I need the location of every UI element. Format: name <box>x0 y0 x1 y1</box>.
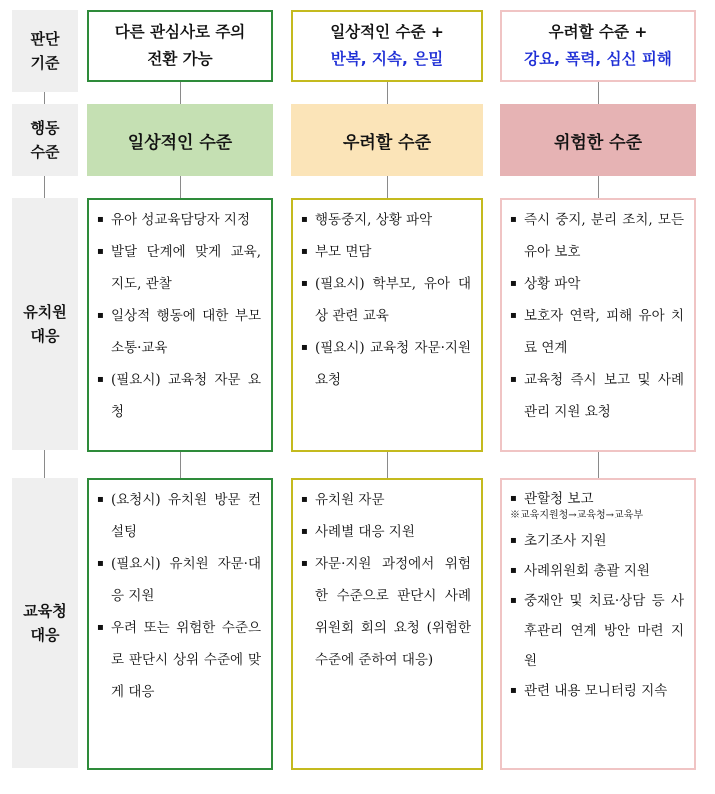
list-item: ▪ 우려 또는 위험한 수준으로 판단시 상위 수준에 맞게 대응 <box>97 612 261 708</box>
list-item: ▪ 사례위원회 총괄 지원 <box>510 556 684 586</box>
level-daily: 일상적인 수준 <box>87 104 273 176</box>
row-label-criteria-line2: 기준 <box>30 54 60 72</box>
list-item: ▪ 발달 단계에 맞게 교육, 지도, 관찰 <box>97 236 261 300</box>
criteria-green-line1: 다른 관심사로 주의 <box>114 23 246 41</box>
criteria-red <box>500 10 696 82</box>
list-item: ▪ (요청시) 유치원 방문 컨설팅 <box>97 484 261 548</box>
list-item: ▪ 초기조사 지원 <box>510 526 684 556</box>
row-label-level-line1: 행동 <box>30 119 60 137</box>
office-yellow-box <box>291 478 483 770</box>
row-label-criteria <box>12 10 78 92</box>
list-item: ▪ 유치원 자문 <box>301 484 471 516</box>
row-label-kinder-line1: 유치원 <box>23 303 67 321</box>
list-item: ▪ 관련 내용 모니터링 지속 <box>510 676 684 706</box>
row-label-office-line1: 교육청 <box>23 602 67 620</box>
office-green-box <box>87 478 273 770</box>
list-item: ▪ (필요시) 교육청 자문·지원 요청 <box>301 332 471 396</box>
criteria-yellow-line1: 일상적인 수준 + <box>330 23 444 41</box>
level-concern: 우려할 수준 <box>291 104 483 176</box>
list-item: ▪ 자문·지원 과정에서 위험한 수준으로 판단시 사례위원회 회의 요청 (위험한 수준에 준하여 대응) <box>301 548 471 676</box>
list-item: ▪ 중재안 및 치료·상담 등 사후관리 연계 방안 마련 지원 <box>510 586 684 676</box>
list-item: ▪ 즉시 중지, 분리 조치, 모든 유아 보호 <box>510 204 684 268</box>
list-item: ▪ (필요시) 교육청 자문 요청 <box>97 364 261 428</box>
list-item: ▪ 사례별 대응 지원 <box>301 516 471 548</box>
criteria-yellow-line2: 반복, 지속, 은밀 <box>330 50 444 68</box>
list-item: ▪ 부모 면담 <box>301 236 471 268</box>
row-label-kindergarten <box>12 198 78 450</box>
list-item: ▪ 교육청 즉시 보고 및 사례관리 지원 요청 <box>510 364 684 428</box>
criteria-yellow <box>291 10 483 82</box>
list-item: ▪ 관할청 보고 <box>510 484 684 514</box>
level-danger: 위험한 수준 <box>500 104 696 176</box>
list-item: ▪ 행동중지, 상황 파악 <box>301 204 471 236</box>
row-label-kinder-line2: 대응 <box>30 327 60 345</box>
row-label-level-line2: 수준 <box>30 143 60 161</box>
list-item: ▪ 유아 성교육담당자 지정 <box>97 204 261 236</box>
criteria-red-line2: 강요, 폭력, 심신 피해 <box>524 50 672 68</box>
kinder-red-box <box>500 198 696 452</box>
list-item: ▪ (필요시) 학부모, 유아 대상 관련 교육 <box>301 268 471 332</box>
list-item: ▪ 상황 파악 <box>510 268 684 300</box>
kinder-green-box <box>87 198 273 452</box>
list-item: ▪ 보호자 연락, 피해 유아 치료 연계 <box>510 300 684 364</box>
office-red-box <box>500 478 696 770</box>
row-label-criteria-line1: 판단 <box>30 30 60 48</box>
row-label-behavior-level <box>12 104 78 176</box>
kinder-yellow-box <box>291 198 483 452</box>
criteria-red-line1: 우려할 수준 + <box>548 23 648 41</box>
criteria-green-line2: 전환 가능 <box>147 50 213 68</box>
reporting-chain-note: ※교육지원청→교육청→교육부 <box>510 510 644 521</box>
list-item: ▪ (필요시) 유치원 자문·대응 지원 <box>97 548 261 612</box>
row-label-education-office <box>12 478 78 768</box>
list-item: ▪ 일상적 행동에 대한 부모 소통·교육 <box>97 300 261 364</box>
criteria-green <box>87 10 273 82</box>
row-label-office-line2: 대응 <box>30 626 60 644</box>
